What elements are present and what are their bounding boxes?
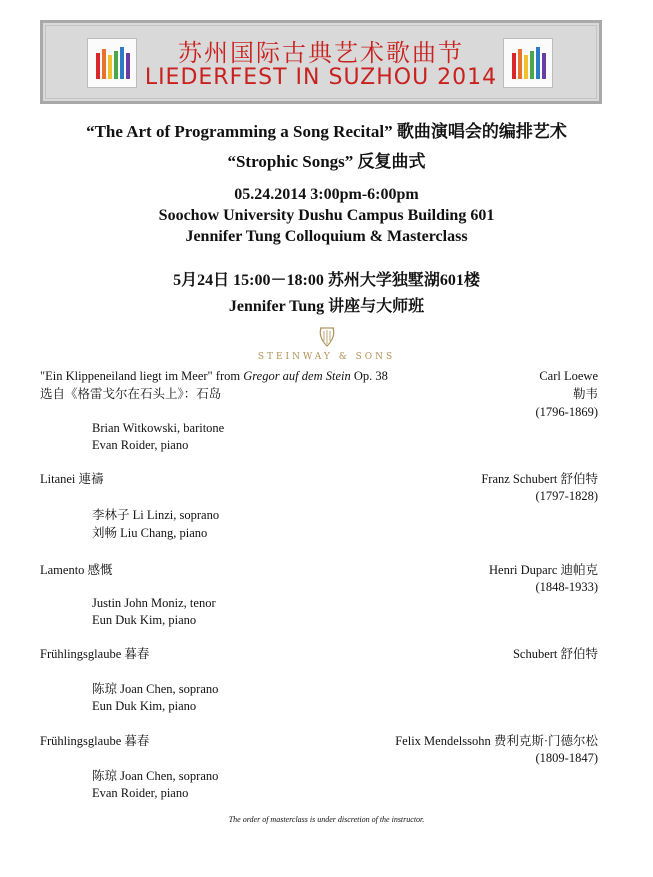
piece-1-composer-cn: 勒韦 (572, 387, 598, 401)
piece-2-years: (1797-1828) (535, 489, 598, 503)
piece-5-title: Frühlingsglaube 暮春 (40, 734, 150, 748)
piece-4-composer: Schubert 舒伯特 (512, 647, 598, 661)
piece-3-performer-2: Eun Duk Kim, piano (92, 613, 197, 627)
piece-2-composer: Franz Schubert 舒伯特 (481, 472, 598, 486)
piece-4-title: Frühlingsglaube 暮春 (40, 647, 150, 661)
event-date-venue-cn: 5月24日 15:00－18:00 苏州大学独墅湖601楼 (173, 272, 480, 289)
footer-note: The order of masterclass is under discretion of the instructor. (228, 815, 425, 824)
piece-5-performer-2: Evan Roider, piano (92, 786, 189, 800)
event-host: Jennifer Tung Colloquium & Masterclass (185, 228, 468, 245)
festival-logo-left (87, 38, 137, 88)
event-venue: Soochow University Dushu Campus Building 601 (158, 207, 495, 224)
piece-4-performer-1: 陈琼 Joan Chen, soprano (92, 682, 219, 696)
piece-2-performer-1: 李林子 Li Linzi, soprano (92, 508, 220, 522)
sponsor-name: STEINWAY & SONS (257, 352, 396, 362)
piece-5-performer-1: 陈琼 Joan Chen, soprano (92, 769, 219, 783)
headline-line2: “Strophic Songs” 反复曲式 (227, 152, 426, 171)
piece-1-years: (1796-1869) (535, 405, 598, 419)
banner-title-en: LIEDERFEST IN SUZHOU 2014 (144, 65, 498, 90)
festival-logo-right (503, 38, 553, 88)
piece-5-composer: Felix Mendelssohn 费利克斯·门德尔松 (395, 734, 598, 748)
piece-2-title: Litanei 連禱 (40, 472, 104, 486)
piece-1-performer-2: Evan Roider, piano (92, 438, 189, 452)
piece-1-performer-1: Brian Witkowski, baritone (92, 421, 225, 435)
piece-3-title: Lamento 感慨 (40, 563, 113, 577)
piece-3-composer: Henri Duparc 迪帕克 (489, 563, 598, 577)
piece-1-title: "Ein Klippeneiland liegt im Meer" from Gregor auf dem Stein Op. 38 (40, 369, 388, 383)
piece-3-years: (1848-1933) (535, 580, 598, 594)
lyre-icon (0, 326, 653, 353)
piece-3-performer-1: Justin John Moniz, tenor (92, 596, 216, 610)
piece-1-composer: Carl Loewe (539, 369, 598, 383)
event-host-cn: Jennifer Tung 讲座与大师班 (228, 298, 425, 315)
piece-5-years: (1809-1847) (535, 751, 598, 765)
headline-line1: “The Art of Programming a Song Recital” 歌曲演唱会的编排艺术 (86, 122, 567, 141)
event-date: 05.24.2014 3:00pm-6:00pm (234, 186, 419, 203)
festival-banner (40, 20, 602, 104)
piece-2-performer-2: 刘畅 Liu Chang, piano (92, 526, 208, 540)
piece-1-title-cn: 选自《格雷戈尔在石头上》：石岛 (40, 387, 222, 401)
piece-4-performer-2: Eun Duk Kim, piano (92, 699, 197, 713)
banner-title-cn: 苏州国际古典艺术歌曲节 (178, 39, 464, 67)
